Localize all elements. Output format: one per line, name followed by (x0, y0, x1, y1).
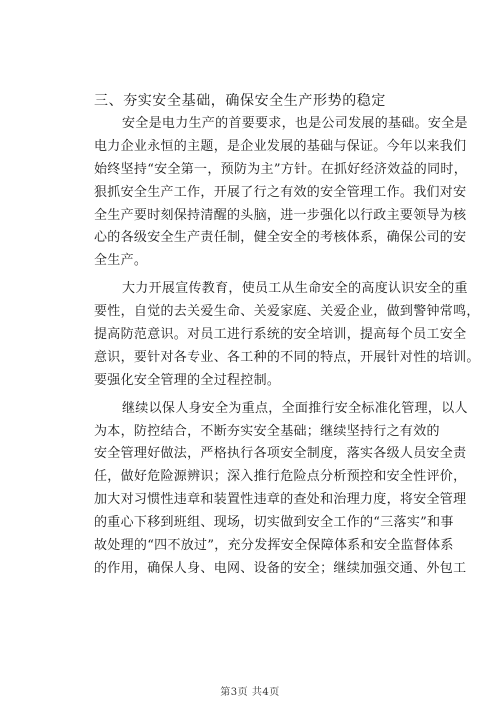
text-line: 电力企业永恒的主题，是企业发展的基础与保证。今年以来我们 (94, 138, 467, 154)
text-line: 提高防范意识。对员工进行系统的安全培训，提高每个员工安全 (94, 327, 467, 343)
section-heading: 三、夯实安全基础，确保安全生产形势的稳定 (94, 93, 386, 109)
text-line: 全生产要时刻保持清醒的头脑，进一步强化以行政主要领导为核 (94, 207, 467, 223)
text-line: 要强化安全管理的全过程控制。 (94, 372, 281, 388)
text-line: 安全是电力生产的首要要求，也是公司发展的基础。安全是 (122, 116, 468, 131)
page-number-footer: 第3页 共4页 (220, 687, 280, 698)
text-line: 要性，自觉的去关爱生命、关爱家庭、关爱企业，做到警钟常鸣， (94, 304, 480, 320)
paragraph-1 (94, 112, 468, 273)
text-line: 安全管理好做法，严格执行各项安全制度，落实各级人员安全责 (94, 446, 467, 462)
text-line: 全生产。 (94, 253, 148, 269)
text-line: 大力开展宣传教育，使员工从生命安全的高度认识安全的重 (122, 281, 468, 297)
text-line: 为本，防控结合，不断夯实安全基础；继续坚持行之有效的 (94, 423, 440, 439)
text-line: 始终坚持“安全第一，预防为主”方针。在抓好经济效益的同时， (94, 161, 467, 177)
document-body (94, 90, 480, 581)
text-line: 任，做好危险源辨识；深入推行危险点分析预控和安全性评价， (94, 469, 467, 485)
text-line: 狠抓安全生产工作，开展了行之有效的安全管理工作。我们对安 (94, 184, 467, 200)
text-line: 心的各级安全生产责任制，健全安全的考核体系，确保公司的安 (94, 230, 467, 246)
text-line: 故处理的“四不放过”，充分发挥安全保障体系和安全监督体系 (94, 538, 454, 554)
text-line: 意识，要针对各专业、各工种的不同的特点，开展针对性的培训。 (94, 349, 480, 365)
paragraph-3 (94, 397, 468, 581)
text-line: 加大对习惯性违章和装置性违章的查处和治理力度，将安全管理 (94, 492, 467, 508)
text-line: 的作用，确保人身、电网、设备的安全；继续加强交通、外包工 (94, 560, 467, 576)
paragraph-2 (94, 277, 480, 392)
text-line: 的重心下移到班组、现场，切实做到安全工作的“三落实”和事 (94, 515, 454, 531)
text-line: 继续以保人身安全为重点，全面推行安全标准化管理，以人 (122, 400, 468, 416)
